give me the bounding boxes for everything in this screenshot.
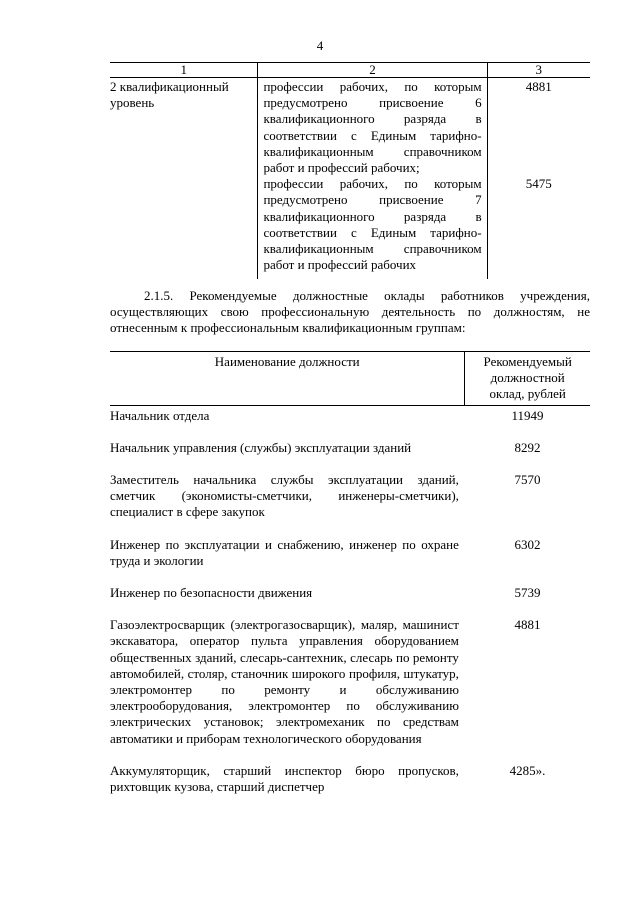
position-name: Инженер по безопасности движения (110, 585, 313, 601)
table-row (110, 440, 590, 472)
position-name: Начальник отдела (110, 407, 210, 423)
position-name: Инженер по эксплуатации и снабжению, инженер по охране труда и экологии (110, 536, 459, 568)
table-row (110, 405, 590, 440)
level-cell: 2 квалификационный уровень (110, 79, 229, 111)
table-header-row (110, 63, 590, 78)
position-salary: 6302 (514, 536, 541, 552)
column-header: 3 (487, 63, 590, 78)
qualification-table (110, 62, 590, 279)
position-name: Заместитель начальника службы эксплуатации зданий, сметчик (экономисты-сметчики, инженеры-сметчики), специалист в сфере закупок (110, 472, 459, 520)
position-name-header: Наименование должности (110, 352, 465, 406)
salary-cell: 5475 (525, 176, 552, 192)
salary-cell: 4881 (525, 79, 552, 94)
position-name: Аккумуляторщик, старший инспектор бюро пропусков, рихтовщик кузова, старший диспетчер (110, 762, 459, 795)
table-row (110, 763, 590, 795)
table-row (110, 176, 590, 279)
page-number: 4 (316, 38, 324, 53)
profession-cell: профессии рабочих, по которым предусмотрено присвоение 7 квалификационного разряда в соответствии с Единым тарифно-квалификационным справочником работ и профессий рабочих (258, 176, 487, 279)
table-row (110, 617, 590, 763)
table-row (110, 78, 590, 177)
table-header-row (110, 352, 590, 406)
column-header: 1 (110, 63, 258, 78)
profession-cell: профессии рабочих, по которым предусмотрено присвоение 6 квалификационного разряда в соответствии с Единым тарифно-квалификационным справочником работ и профессий рабочих; (258, 78, 487, 177)
table-row (110, 472, 590, 537)
position-salary: 7570 (514, 472, 541, 488)
position-salary: 8292 (514, 439, 541, 455)
table-row (110, 537, 590, 585)
level-cell (110, 176, 258, 279)
position-name: Газоэлектросварщик (электрогазосварщик), маляр, машинист экскаватора, оператор пульта управления оборудованием общественных зданий, слесарь-сантехник, слесарь по ремонту автомобилей, столяр, станочник широкого профиля, штукатур, электромонтер по ремонту и обслуживанию электрооборудования, электромонтер по обслуживанию электрических установок; электромеханик по средствам автоматики и приборам технологического оборудования (110, 617, 459, 746)
table-row (110, 585, 590, 617)
position-name: Начальник управления (службы) эксплуатации зданий (110, 439, 412, 455)
position-salary: 4285». (509, 762, 546, 778)
positions-salary-table (110, 351, 590, 795)
column-header: 2 (258, 63, 487, 78)
position-salary: 4881 (514, 617, 541, 633)
position-salary: 11949 (511, 407, 544, 423)
salary-header: Рекомендуемый должностной оклад, рублей (465, 352, 590, 406)
position-salary: 5739 (514, 585, 541, 601)
section-paragraph: 2.1.5. Рекомендуемые должностные оклады работников учреждения, осуществляющих свою профессиональную деятельность по должностям, не отнесенным к профессиональным квалификационным группам: (110, 288, 590, 336)
